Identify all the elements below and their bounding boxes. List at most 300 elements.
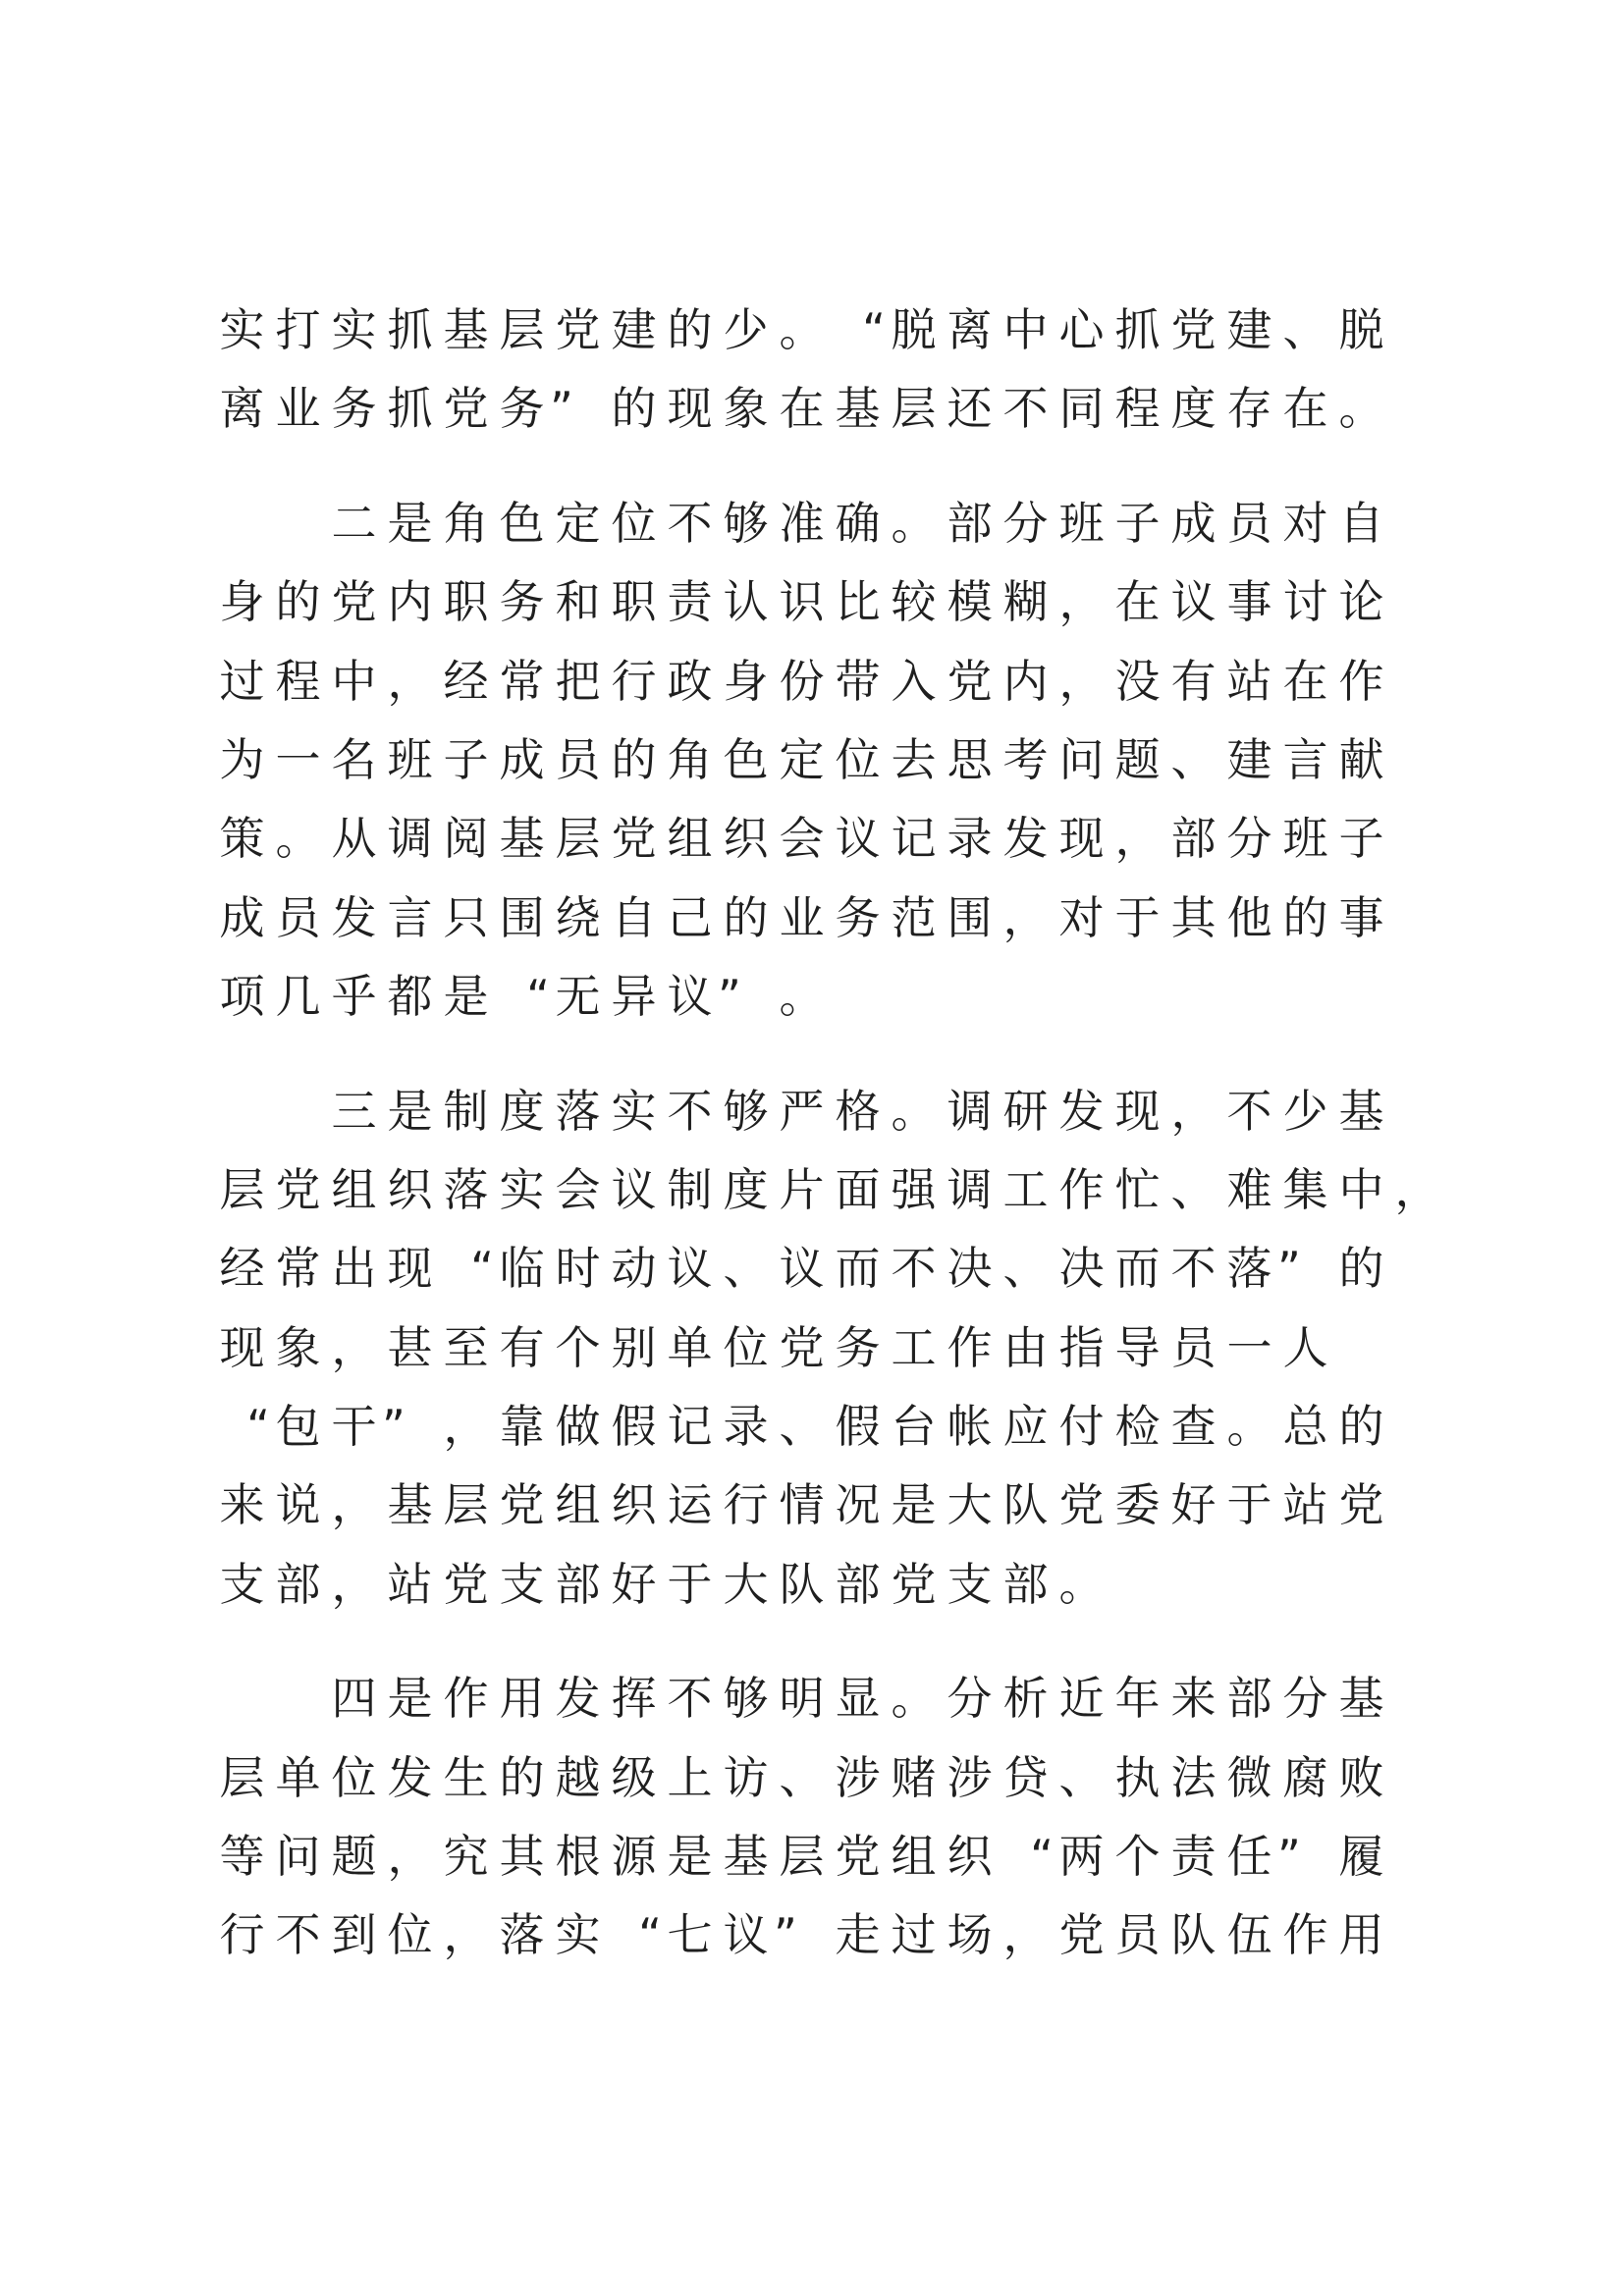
text-char: “ xyxy=(862,303,886,356)
text-char: ， xyxy=(1058,575,1105,629)
text-line xyxy=(214,1545,1624,1624)
text-char: 阅 xyxy=(443,812,489,866)
text-char: 基 xyxy=(1338,1672,1384,1726)
text-char: 分 xyxy=(947,1672,993,1726)
text-char: 议 xyxy=(1170,575,1217,629)
text-char: 决 xyxy=(1058,1242,1105,1296)
text-char: 微 xyxy=(1226,1750,1272,1804)
text-char: 强 xyxy=(891,1162,937,1216)
text-char: 论 xyxy=(1338,575,1384,629)
text-char: 干 xyxy=(331,1400,377,1454)
text-char: 好 xyxy=(611,1557,657,1611)
text-line xyxy=(214,1072,1624,1150)
text-char: 、 xyxy=(1282,303,1328,356)
text-char: 作 xyxy=(443,1672,489,1726)
text-char: 落 xyxy=(443,1162,489,1216)
text-char: 。 xyxy=(1226,1400,1272,1454)
text-char: 业 xyxy=(275,382,321,436)
text-char: 分 xyxy=(1282,1672,1328,1726)
text-char: 基 xyxy=(1338,1084,1384,1138)
text-char: 制 xyxy=(443,1084,489,1138)
text-char: 党 xyxy=(1058,1478,1105,1532)
text-char: 较 xyxy=(891,575,937,629)
text-char: 是 xyxy=(387,496,433,550)
text-char: 确 xyxy=(835,496,881,550)
text-char: 。 xyxy=(779,303,825,356)
text-char: 帐 xyxy=(947,1400,993,1454)
text-char: 中 xyxy=(1002,303,1049,356)
text-char: 打 xyxy=(275,303,321,356)
text-char: 指 xyxy=(1058,1320,1105,1374)
text-char: 是 xyxy=(387,1672,433,1726)
text-char: 应 xyxy=(1002,1400,1049,1454)
text-char: 不 xyxy=(275,1908,321,1962)
text-char: 不 xyxy=(667,1084,713,1138)
text-char: 己 xyxy=(667,890,713,944)
text-char: 组 xyxy=(555,1478,601,1532)
text-char: 部 xyxy=(275,1557,321,1611)
text-char: 党 xyxy=(499,1478,545,1532)
text-char: 班 xyxy=(1282,812,1328,866)
text-char: 检 xyxy=(1114,1400,1161,1454)
text-char: 记 xyxy=(667,1400,713,1454)
text-char: 心 xyxy=(1058,303,1105,356)
text-char: 落 xyxy=(555,1084,601,1138)
text-char: 党 xyxy=(891,1557,937,1611)
text-char: ” xyxy=(1277,1830,1301,1884)
text-char: 单 xyxy=(275,1750,321,1804)
text-char: 象 xyxy=(275,1320,321,1374)
text-char: 角 xyxy=(667,732,713,786)
text-char: 七 xyxy=(667,1908,713,1962)
text-char: 。 xyxy=(891,1084,937,1138)
text-char: 两 xyxy=(1058,1830,1105,1884)
text-char: 位 xyxy=(611,496,657,550)
text-char: ， xyxy=(1002,1908,1049,1962)
text-char: 层 xyxy=(891,382,937,436)
text-char: 片 xyxy=(779,1162,825,1216)
text-char: 。 xyxy=(1338,382,1384,436)
text-char: 的 xyxy=(667,303,713,356)
text-char: 调 xyxy=(387,812,433,866)
text-char: 支 xyxy=(499,1557,545,1611)
text-char: 格 xyxy=(835,1084,881,1138)
paragraph-role-effect xyxy=(214,1659,1624,1975)
text-char: 员 xyxy=(1170,1320,1217,1374)
text-char: 乎 xyxy=(331,970,377,1024)
text-char: 名 xyxy=(331,732,377,786)
text-char: 层 xyxy=(779,1830,825,1884)
text-char: 层 xyxy=(555,812,601,866)
text-char: 言 xyxy=(1282,732,1328,786)
text-char: 发 xyxy=(387,1750,433,1804)
text-char: 题 xyxy=(1114,732,1161,786)
text-char: 题 xyxy=(331,1830,377,1884)
text-char: 越 xyxy=(555,1750,601,1804)
text-char: 少 xyxy=(723,303,769,356)
text-char: 组 xyxy=(667,812,713,866)
text-char: 献 xyxy=(1338,732,1384,786)
text-char: 讨 xyxy=(1282,575,1328,629)
text-char: 员 xyxy=(555,732,601,786)
text-line xyxy=(214,1817,1624,1896)
text-char: 职 xyxy=(611,575,657,629)
text-char: 析 xyxy=(1002,1672,1049,1726)
text-char: 位 xyxy=(835,732,881,786)
text-char: 中 xyxy=(1338,1162,1384,1216)
text-char: 内 xyxy=(387,575,433,629)
text-char: 无 xyxy=(555,970,601,1024)
text-char: 行 xyxy=(219,1908,265,1962)
text-char: 现 xyxy=(1058,812,1105,866)
text-char: 子 xyxy=(1338,812,1384,866)
text-char: 基 xyxy=(443,303,489,356)
text-char: “ xyxy=(246,1400,270,1454)
text-char: 用 xyxy=(1338,1908,1384,1962)
text-char: 过 xyxy=(219,654,265,708)
text-char: 是 xyxy=(387,1084,433,1138)
text-char: 队 xyxy=(779,1557,825,1611)
text-char: 部 xyxy=(1002,1557,1049,1611)
text-line xyxy=(214,1150,1624,1229)
text-char: 明 xyxy=(779,1672,825,1726)
text-char: 业 xyxy=(779,890,825,944)
text-char: 面 xyxy=(835,1162,881,1216)
text-char: ， xyxy=(387,1830,433,1884)
text-char: 作 xyxy=(947,1320,993,1374)
text-char: 过 xyxy=(891,1908,937,1962)
text-char: 四 xyxy=(331,1672,377,1726)
text-char: 不 xyxy=(667,1672,713,1726)
text-char: 带 xyxy=(835,654,881,708)
text-char: 层 xyxy=(443,1478,489,1532)
text-char: 实 xyxy=(331,303,377,356)
text-char: 、 xyxy=(1058,1750,1105,1804)
text-char: 会 xyxy=(555,1162,601,1216)
text-char: 导 xyxy=(1114,1320,1161,1374)
text-char: 难 xyxy=(1226,1162,1272,1216)
text-char: 、 xyxy=(1170,732,1217,786)
text-char: 糊 xyxy=(1002,575,1049,629)
text-char: 近 xyxy=(1058,1672,1105,1726)
text-char: 内 xyxy=(1002,654,1049,708)
text-char: 而 xyxy=(835,1242,881,1296)
text-char: 好 xyxy=(1170,1478,1217,1532)
text-char: “ xyxy=(526,970,550,1024)
text-char: 不 xyxy=(667,496,713,550)
text-line xyxy=(214,1229,1624,1308)
text-char: 职 xyxy=(443,575,489,629)
text-char: 站 xyxy=(387,1557,433,1611)
text-char: ， xyxy=(1002,890,1049,944)
text-char: 党 xyxy=(1170,303,1217,356)
text-char: 级 xyxy=(611,1750,657,1804)
text-line xyxy=(214,1659,1624,1737)
text-char: 在 xyxy=(1114,575,1161,629)
text-char: 在 xyxy=(1282,654,1328,708)
text-char: 的 xyxy=(499,1750,545,1804)
text-char: 有 xyxy=(1170,654,1217,708)
text-char: 模 xyxy=(947,575,993,629)
text-char: 位 xyxy=(331,1750,377,1804)
text-char: 发 xyxy=(1058,1084,1105,1138)
text-char: 准 xyxy=(779,496,825,550)
text-char: 的 xyxy=(275,575,321,629)
text-char: 党 xyxy=(443,382,489,436)
text-char: 党 xyxy=(331,575,377,629)
text-char: 有 xyxy=(499,1320,545,1374)
text-char: ， xyxy=(1058,654,1105,708)
text-char: 成 xyxy=(499,732,545,786)
text-char: 党 xyxy=(555,303,601,356)
text-char: 站 xyxy=(1282,1478,1328,1532)
text-char: 考 xyxy=(1002,732,1049,786)
text-char: 层 xyxy=(499,303,545,356)
text-char: 现 xyxy=(219,1320,265,1374)
text-char: 作 xyxy=(1338,654,1384,708)
text-char: 个 xyxy=(555,1320,601,1374)
text-char: 的 xyxy=(723,890,769,944)
text-char: 党 xyxy=(779,1320,825,1374)
text-char: 发 xyxy=(1002,812,1049,866)
text-char: 事 xyxy=(1338,890,1384,944)
text-char: 度 xyxy=(499,1084,545,1138)
text-char: ” xyxy=(718,970,741,1024)
text-char: 比 xyxy=(835,575,881,629)
text-char: 其 xyxy=(1170,890,1217,944)
paragraph-role-positioning xyxy=(214,484,1624,1037)
text-char: 会 xyxy=(779,812,825,866)
text-char: 层 xyxy=(219,1750,265,1804)
text-char: 的 xyxy=(611,732,657,786)
text-char: 份 xyxy=(779,654,825,708)
text-char: 去 xyxy=(891,732,937,786)
text-char: 对 xyxy=(1058,890,1105,944)
text-char: 政 xyxy=(667,654,713,708)
text-char: 把 xyxy=(555,654,601,708)
text-char: 抓 xyxy=(387,382,433,436)
text-char: 、 xyxy=(779,1400,825,1454)
text-char: 记 xyxy=(891,812,937,866)
text-char: 队 xyxy=(1170,1908,1217,1962)
text-line xyxy=(214,1308,1624,1387)
text-char: 够 xyxy=(723,1084,769,1138)
text-char: 现 xyxy=(667,382,713,436)
text-char: 说 xyxy=(275,1478,321,1532)
text-char: 角 xyxy=(443,496,489,550)
text-char: 基 xyxy=(723,1830,769,1884)
text-char: 执 xyxy=(1114,1750,1161,1804)
text-char: 上 xyxy=(667,1750,713,1804)
text-char: 、 xyxy=(1002,1242,1049,1296)
text-char: 不 xyxy=(1170,1242,1217,1296)
text-char: 。 xyxy=(1058,1557,1105,1611)
text-char: ” xyxy=(550,382,573,436)
text-char: 务 xyxy=(835,1320,881,1374)
text-char: ， xyxy=(387,654,433,708)
text-char: 大 xyxy=(947,1478,993,1532)
text-char: 党 xyxy=(611,812,657,866)
text-char: 败 xyxy=(1338,1750,1384,1804)
text-char: 落 xyxy=(1226,1242,1272,1296)
text-char: 的 xyxy=(611,382,657,436)
text-char: 建 xyxy=(611,303,657,356)
text-char: 调 xyxy=(947,1162,993,1216)
text-char: ， xyxy=(1394,1162,1440,1216)
text-char: 基 xyxy=(835,382,881,436)
text-char: 和 xyxy=(555,575,601,629)
text-char: 脱 xyxy=(891,303,937,356)
text-char: 事 xyxy=(1226,575,1272,629)
text-char: 围 xyxy=(499,890,545,944)
text-char: 用 xyxy=(499,1672,545,1726)
text-line xyxy=(214,1896,1624,1974)
text-char: 基 xyxy=(499,812,545,866)
text-char: 行 xyxy=(723,1478,769,1532)
text-char: 自 xyxy=(611,890,657,944)
text-char: 为 xyxy=(219,732,265,786)
text-char: 织 xyxy=(611,1478,657,1532)
text-char: 行 xyxy=(611,654,657,708)
text-char: 实 xyxy=(555,1908,601,1962)
text-char: 部 xyxy=(1170,812,1217,866)
text-char: 议 xyxy=(667,970,713,1024)
text-char: 一 xyxy=(1226,1320,1272,1374)
text-char: 识 xyxy=(779,575,825,629)
text-line xyxy=(214,562,1624,641)
text-char: 分 xyxy=(1226,812,1272,866)
text-char: 、 xyxy=(779,1750,825,1804)
text-char: 等 xyxy=(219,1830,265,1884)
text-char: 。 xyxy=(779,970,825,1024)
text-char: 落 xyxy=(499,1908,545,1962)
text-char: 不 xyxy=(1002,382,1049,436)
text-line xyxy=(214,642,1624,721)
text-char: 务 xyxy=(331,382,377,436)
text-char: 委 xyxy=(1114,1478,1161,1532)
text-char: 涉 xyxy=(947,1750,993,1804)
text-char: 工 xyxy=(1002,1162,1049,1216)
text-char: 、 xyxy=(723,1242,769,1296)
text-char: 于 xyxy=(1226,1478,1272,1532)
text-char: 都 xyxy=(387,970,433,1024)
text-char: 象 xyxy=(723,382,769,436)
text-char: 于 xyxy=(1114,890,1161,944)
text-char: 抓 xyxy=(387,303,433,356)
text-char: ， xyxy=(443,1400,489,1454)
text-char: 靠 xyxy=(499,1400,545,1454)
text-char: 只 xyxy=(443,890,489,944)
text-char: 来 xyxy=(219,1478,265,1532)
text-char: 程 xyxy=(275,654,321,708)
text-char: 脱 xyxy=(1338,303,1384,356)
text-char: 层 xyxy=(219,1162,265,1216)
text-char: 的 xyxy=(1338,1400,1384,1454)
text-char: 发 xyxy=(331,890,377,944)
text-char: 议 xyxy=(667,1242,713,1296)
text-line xyxy=(214,1738,1624,1817)
text-char: 自 xyxy=(1338,496,1384,550)
text-char: 运 xyxy=(667,1478,713,1532)
text-char: 三 xyxy=(331,1084,377,1138)
text-char: 调 xyxy=(947,1084,993,1138)
text-char: 录 xyxy=(947,812,993,866)
text-char: 几 xyxy=(275,970,321,1024)
text-char: 做 xyxy=(555,1400,601,1454)
text-char: 同 xyxy=(1058,382,1105,436)
text-char: 建 xyxy=(1226,303,1272,356)
text-char: 在 xyxy=(1282,382,1328,436)
text-char: 少 xyxy=(1282,1084,1328,1138)
text-char: 位 xyxy=(387,1908,433,1962)
text-char: 年 xyxy=(1114,1672,1161,1726)
text-char: 付 xyxy=(1058,1400,1105,1454)
paragraph-continued xyxy=(214,291,1624,449)
text-char: 站 xyxy=(1226,654,1272,708)
text-char: 责 xyxy=(667,575,713,629)
text-char: 中 xyxy=(331,654,377,708)
text-char: 是 xyxy=(443,970,489,1024)
text-char: ， xyxy=(443,1908,489,1962)
text-line xyxy=(214,369,1624,448)
text-char: 大 xyxy=(723,1557,769,1611)
text-char: 身 xyxy=(723,654,769,708)
text-char: 总 xyxy=(1282,1400,1328,1454)
text-char: 程 xyxy=(1114,382,1161,436)
text-char: 异 xyxy=(611,970,657,1024)
text-line xyxy=(214,1387,1624,1466)
text-char: 围 xyxy=(947,890,993,944)
text-char: 作 xyxy=(1058,1162,1105,1216)
text-char: 常 xyxy=(275,1242,321,1296)
text-char: 查 xyxy=(1170,1400,1217,1454)
text-char: ， xyxy=(331,1557,377,1611)
text-char: 务 xyxy=(499,382,545,436)
text-char: 支 xyxy=(219,1557,265,1611)
text-char: 单 xyxy=(667,1320,713,1374)
text-char: 集 xyxy=(1282,1162,1328,1216)
text-char: 分 xyxy=(1002,496,1049,550)
text-char: 议 xyxy=(835,812,881,866)
text-char: 他 xyxy=(1226,890,1272,944)
text-char: 实 xyxy=(219,303,265,356)
text-char: 定 xyxy=(779,732,825,786)
text-char: 问 xyxy=(275,1830,321,1884)
text-char: 够 xyxy=(723,496,769,550)
text-char: 认 xyxy=(723,575,769,629)
text-char: 度 xyxy=(1170,382,1217,436)
text-char: 项 xyxy=(219,970,265,1024)
text-char: 到 xyxy=(331,1908,377,1962)
text-char: 于 xyxy=(667,1557,713,1611)
text-char: 党 xyxy=(835,1830,881,1884)
text-char: 成 xyxy=(1170,496,1217,550)
text-char: 不 xyxy=(891,1242,937,1296)
text-char: 子 xyxy=(443,732,489,786)
text-char: 问 xyxy=(1058,732,1105,786)
text-char: 制 xyxy=(667,1162,713,1216)
text-char: ” xyxy=(774,1908,797,1962)
text-char: 法 xyxy=(1170,1750,1217,1804)
text-char: 作 xyxy=(1282,1908,1328,1962)
text-char: 经 xyxy=(443,654,489,708)
text-char: 从 xyxy=(331,812,377,866)
text-char: 、 xyxy=(1170,1162,1217,1216)
text-char: 由 xyxy=(1002,1320,1049,1374)
text-line xyxy=(214,1466,1624,1544)
text-char: 至 xyxy=(443,1320,489,1374)
text-char: 赌 xyxy=(891,1750,937,1804)
